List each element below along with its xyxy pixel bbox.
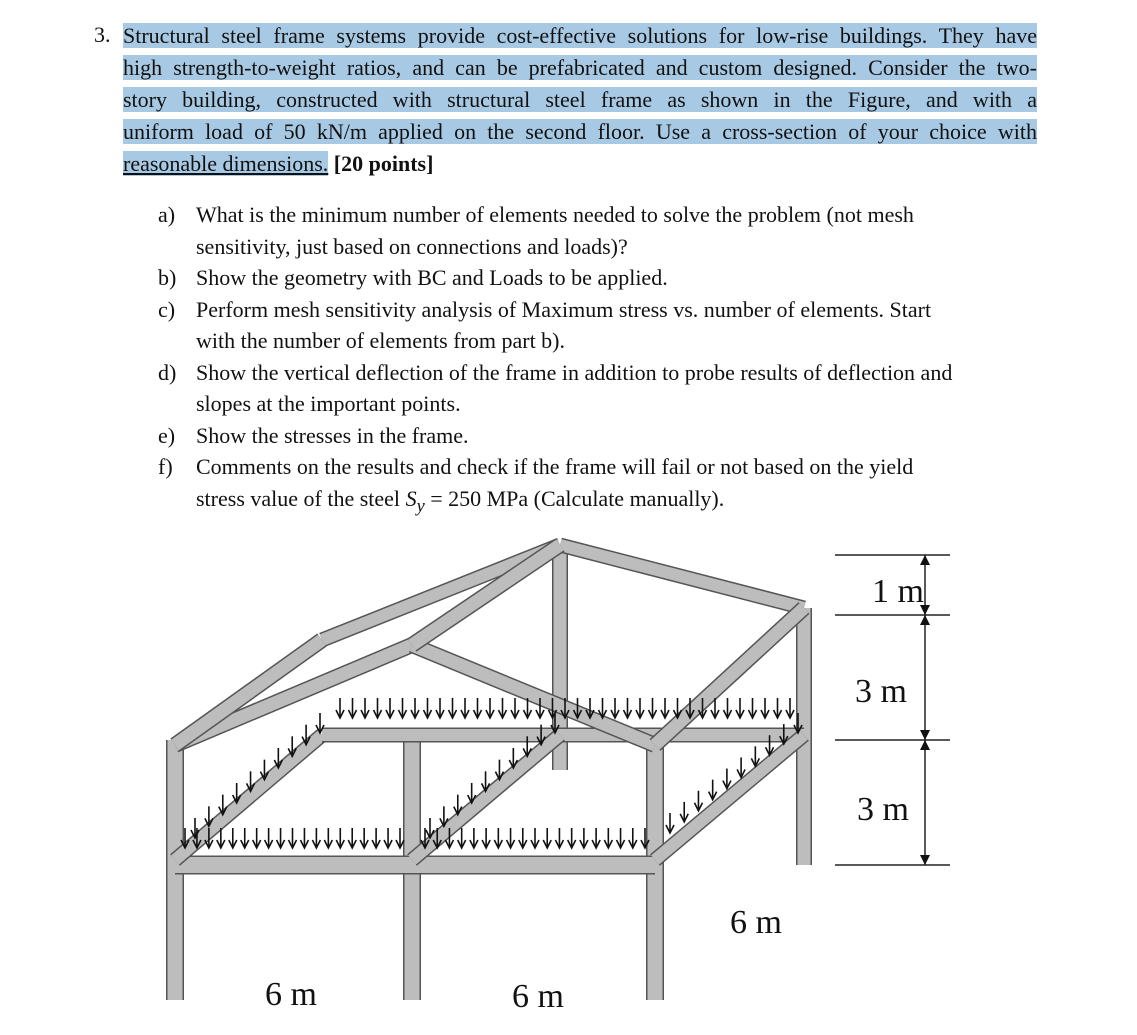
problem-statement [123, 20, 1037, 180]
part-f [158, 451, 1038, 521]
part-text: Comments on the results and check if the frame will fail or not based on the yield [196, 454, 914, 479]
roof-depth-member [655, 608, 804, 745]
dim-label-first-story: 3 m [857, 791, 909, 828]
part-text: sensitivity, just based on connections and loads)? [196, 233, 628, 259]
statement-line: high strength-to-weight ratios, and can be prefabricated and custom designed. Consider the two- [123, 55, 1037, 80]
yield-symbol: S [405, 485, 417, 511]
part-a [158, 199, 1038, 262]
dim-label-bay-left: 6 m [265, 976, 317, 1013]
part-text: with the number of elements from part b). [196, 328, 566, 353]
statement-line: Structural steel frame systems provide cost-effective solutions for low-rise buildings. They have [123, 23, 1037, 48]
part-letter: d) [158, 359, 177, 385]
dim-arrowhead [920, 555, 930, 565]
part-letter: f) [158, 454, 173, 479]
part-text: Show the stresses in the frame. [196, 422, 469, 448]
part-text: slopes at the important points. [196, 391, 461, 416]
frame-figure [150, 530, 990, 1030]
part-b [158, 262, 1038, 294]
steel-members [175, 545, 804, 1000]
part-d [158, 357, 1038, 420]
floor-depth-member [655, 735, 804, 860]
dim-arrowhead [920, 730, 930, 740]
dim-label-roof-rise: 1 m [872, 573, 924, 610]
part-c [158, 294, 1038, 357]
dim-label-second-story: 3 m [855, 673, 907, 710]
part-text: What is the minimum number of elements needed to solve the problem (not mesh [196, 202, 914, 227]
part-letter: a) [158, 202, 176, 227]
points-label: [20 points] [333, 151, 434, 176]
statement-line: story building, constructed with structural steel frame as shown in the Figure, and with a [123, 87, 1037, 112]
statement-line: reasonable dimensions. [123, 151, 329, 176]
part-text: Show the geometry with BC and Loads to be applied. [196, 265, 668, 290]
part-text: Perform mesh sensitivity analysis of Maximum stress vs. number of elements. Start [196, 296, 932, 322]
part-letter: e) [158, 422, 176, 448]
dim-arrowhead [920, 740, 930, 750]
part-text: Show the vertical deflection of the frame in addition to probe results of deflection and [196, 359, 953, 385]
dim-label-bay-right: 6 m [512, 978, 564, 1015]
part-e [158, 420, 1038, 452]
question-number: 3. [94, 22, 111, 47]
roof-rafter [560, 545, 804, 608]
part-text: stress value of the steel $S_y = 250$ MPa (Calculate manually). [196, 485, 725, 515]
dim-label-depth: 6 m [730, 904, 782, 941]
statement-line: uniform load of 50 kN/m applied on the second floor. Use a cross-section of your choice with [123, 119, 1037, 144]
part-letter: b) [158, 265, 177, 290]
part-letter: c) [158, 296, 176, 322]
frame-drawing [150, 530, 990, 1030]
dim-arrowhead [920, 615, 930, 625]
sub-questions [158, 199, 1038, 521]
dim-arrowhead [920, 855, 930, 865]
